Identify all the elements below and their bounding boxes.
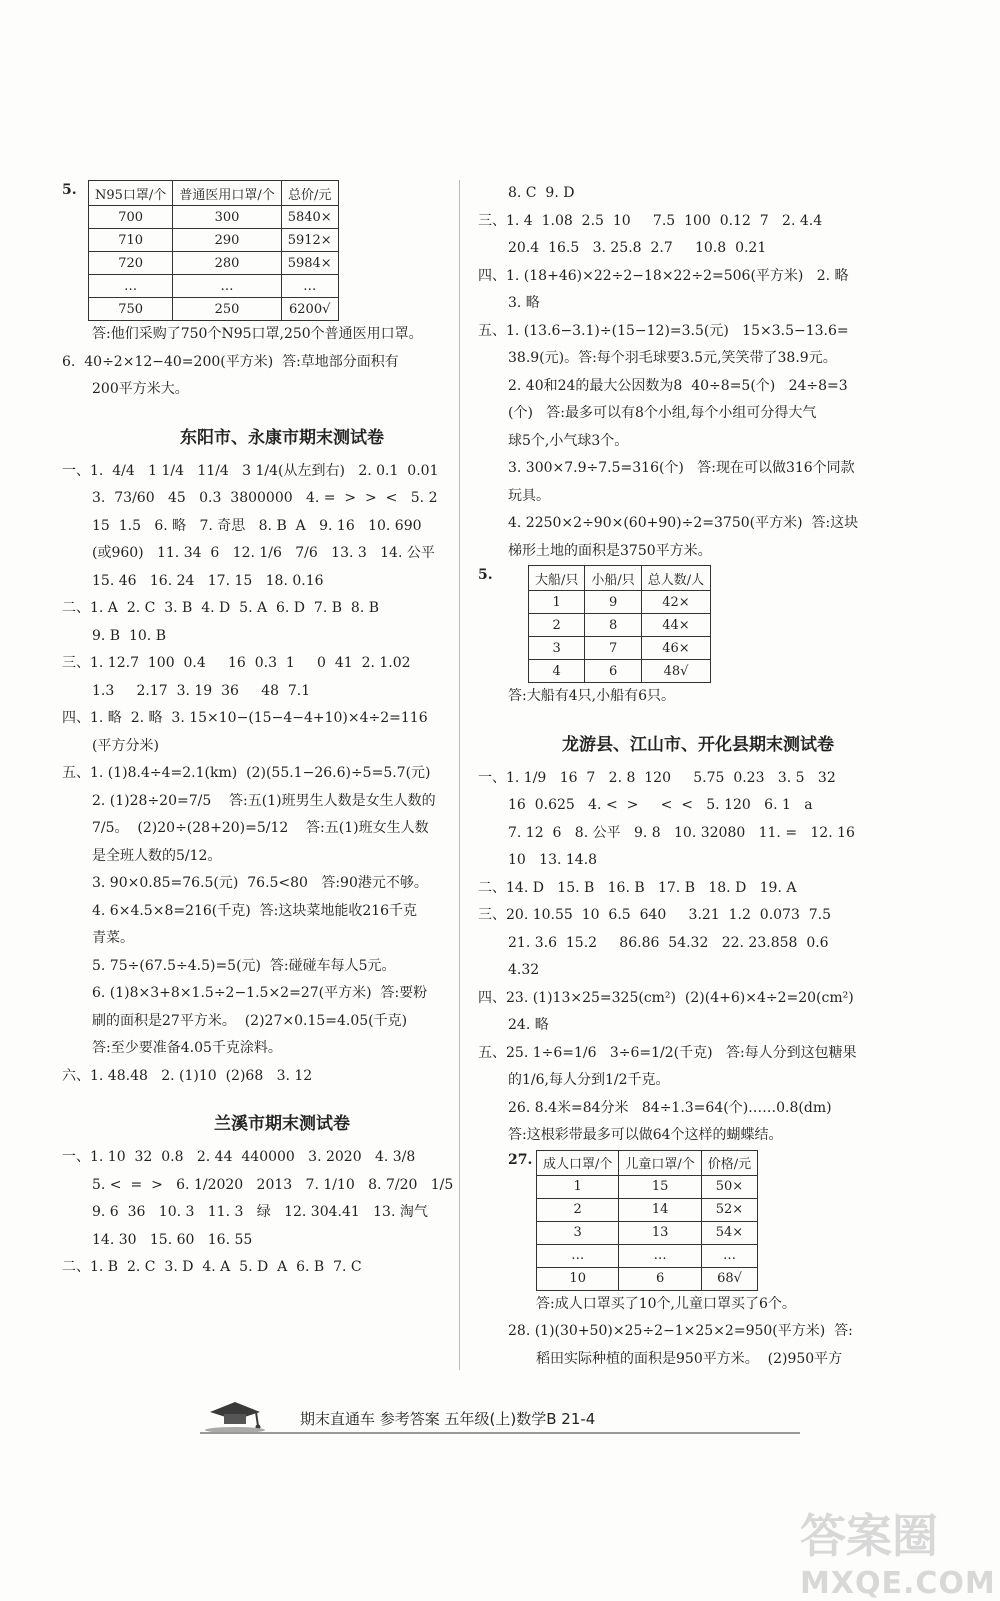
table-cell: 5912× (281, 229, 338, 252)
answer-line: 16 0.625 4. < > < < 5. 120 6. 1 a (508, 797, 813, 813)
table-cell: 5840× (281, 206, 338, 229)
answer-line: 4. 2250×2÷90×(60+90)÷2=3750(平方米) 答:这块 (508, 515, 859, 531)
question-27-table-block (478, 1150, 918, 1291)
answer-line: 答:这根彩带最多可以做64个这样的蝴蝶结。 (508, 1127, 783, 1143)
table-cell: 2 (529, 614, 585, 637)
section-title: 兰溪市期末测试卷 (214, 1114, 350, 1134)
table-cell: 42× (641, 591, 710, 614)
answer-line: 3. 300×7.9÷7.5=316(个) 答:现在可以做316个同款 (508, 460, 855, 476)
table-row (89, 206, 339, 229)
table-cell: 710 (89, 229, 173, 252)
table-row (529, 591, 711, 614)
table-cell: 290 (173, 229, 281, 252)
table-cell: 9 (585, 591, 641, 614)
table-cell: 13 (619, 1221, 701, 1244)
table-cell: 6 (619, 1267, 701, 1290)
table-header: 总人数/人 (641, 566, 710, 591)
answer-line: 20.4 16.5 3. 25.8 2.7 10.8 0.21 (508, 240, 767, 256)
table-cell: 300 (173, 206, 281, 229)
footer-divider (200, 1432, 800, 1434)
answer-line: 是全班人数的5/12。 (92, 847, 222, 864)
answer-line: 青菜。 (92, 930, 134, 946)
table-row (537, 1244, 758, 1267)
section-title: 龙游县、江山市、开化县期末测试卷 (562, 734, 834, 755)
answer-line: 9. 6 36 10. 3 11. 3 绿 12. 304.41 13. 淘气 (92, 1204, 428, 1220)
table-cell: 6200√ (281, 298, 338, 321)
answer-line: 5. 75÷(67.5÷4.5)=5(元) 答:碰碰车每人5元。 (92, 957, 396, 974)
watermark-title: 答案圈 (800, 1509, 938, 1563)
answer-line: 球5个,小气球3个。 (508, 432, 629, 449)
table-cell: … (281, 275, 338, 298)
answer-table (528, 565, 711, 683)
answer-line: 稻田实际种植的面积是950平方米。 (2)950平方 (536, 1350, 843, 1367)
footer-text: 期末直通车 参考答案 五年级(上)数学B 21-4 (300, 1410, 596, 1428)
answer-line: 4.32 (508, 962, 540, 978)
answer-line: 答:至少要准备4.05千克涂料。 (92, 1040, 282, 1056)
table-row (89, 298, 339, 321)
answer-line: 24. 略 (508, 1017, 549, 1033)
answer-line: 4. 6×4.5×8=216(千克) 答:这块菜地能收216千克 (92, 902, 418, 919)
table-cell: 6 (585, 660, 641, 683)
answer-line: 7/5。 (2)20÷(28+20)=5/12 答:五(1)班女生人数 (92, 820, 429, 836)
table-cell: 280 (173, 252, 281, 275)
left-column (62, 180, 502, 1282)
answer-line: (平方分米) (92, 737, 159, 754)
section-body (62, 1144, 502, 1282)
table-cell: 44× (641, 614, 710, 637)
table-row (529, 637, 711, 660)
answer-table (88, 180, 339, 321)
table-header: 普通医用口罩/个 (173, 181, 281, 206)
table-cell: 720 (89, 252, 173, 275)
table-row (89, 275, 339, 298)
table-row (529, 614, 711, 637)
answer-line: 四、23. (1)13×25=325(cm²) (2)(4+6)×4÷2=20(cm²) (478, 989, 854, 1006)
table-cell: … (173, 275, 281, 298)
table-row (529, 660, 711, 683)
table-cell: 7 (585, 637, 641, 660)
answer-line: 15. 46 16. 24 17. 15 18. 0.16 (92, 572, 324, 589)
answer-line: 26. 8.4米=84分米 84÷1.3=64(个)……0.8(dm) (508, 1099, 832, 1116)
answer-line: 9. B 10. B (92, 627, 166, 644)
answer-line: 三、20. 10.55 10 6.5 640 3.21 1.2 0.073 7.5 (478, 907, 832, 923)
answer-line: 10 13. 14.8 (508, 852, 598, 868)
page-footer (200, 1398, 820, 1438)
answer-line: 1.3 2.17 3. 19 36 48 7.1 (92, 682, 311, 699)
table-cell: … (701, 1244, 757, 1267)
table-header: 大船/只 (529, 566, 585, 591)
answer-line: 二、14. D 15. B 16. B 17. B 18. D 19. A (478, 879, 797, 896)
table-row (537, 1221, 758, 1244)
answer-line: 2. 40和24的最大公因数为8 40÷8=5(个) 24÷8=3 (508, 377, 848, 394)
answer-line: 四、1. (18+46)×22÷2−18×22÷2=506(平方米) 2. 略 (478, 267, 849, 284)
table-cell: 15 (619, 1175, 701, 1198)
question-5-table-block (478, 565, 918, 683)
answer-line: 五、25. 1÷6=1/6 3÷6=1/2(千克) 答:每人分到这包糖果 (478, 1044, 857, 1061)
answer-line: 五、1. (13.6−3.1)÷(15−12)=3.5(元) 15×3.5−13.6= (478, 322, 849, 339)
right-column (478, 180, 918, 1373)
answer-line: 14. 30 15. 60 16. 55 (92, 1231, 253, 1248)
answer-line: 5. < = > 6. 1/2020 2013 7. 1/10 8. 7/20 1/5 (92, 1176, 454, 1193)
question-label: 5. (62, 182, 77, 198)
answer-line: 38.9(元)。答:每个羽毛球要3.5元,笑笑带了38.9元。 (508, 350, 837, 366)
table-cell: 10 (537, 1267, 619, 1290)
table-cell: … (89, 275, 173, 298)
section-title: 东阳市、永康市期末测试卷 (180, 427, 384, 448)
answer-line: 四、1. 略 2. 略 3. 15×10−(15−4−4+10)×4÷2=116 (62, 710, 428, 726)
table-header: N95口罩/个 (89, 181, 173, 206)
table-cell: 54× (701, 1221, 757, 1244)
answer-line: 6. (1)8×3+8×1.5÷2−1.5×2=27(平方米) 答:要粉 (92, 985, 428, 1001)
answer-line: 3. 90×0.85=76.5(元) 76.5<80 答:90港元不够。 (92, 875, 428, 891)
table-header: 总价/元 (281, 181, 338, 206)
answer-line: (或960) 11. 34 6 12. 1/6 7/6 13. 3 14. 公平 (92, 545, 435, 561)
table-cell: 50× (701, 1175, 757, 1198)
answer-line: 玩具。 (508, 487, 550, 504)
answer-line: 3. 略 (508, 295, 540, 311)
table-cell: … (619, 1244, 701, 1267)
table-header: 儿童口罩/个 (619, 1150, 701, 1175)
answer-line: 28. (1)(30+50)×25÷2−1×25×2=950(平方米) 答: (508, 1323, 853, 1339)
table-cell: 68√ (701, 1267, 757, 1290)
table-cell: 1 (529, 591, 585, 614)
table-cell: 46× (641, 637, 710, 660)
answer-line: 刷的面积是27平方米。 (2)27×0.15=4.05(千克) (92, 1012, 408, 1029)
answer-line: 梯形土地的面积是3750平方米。 (508, 542, 712, 559)
table-cell: 14 (619, 1198, 701, 1221)
table-cell: 3 (529, 637, 585, 660)
table-cell: 5984× (281, 252, 338, 275)
answer-line: 的1/6,每人分到1/2千克。 (508, 1072, 670, 1088)
answer-line: 21. 3.6 15.2 86.86 54.32 22. 23.858 0.6 (508, 934, 829, 951)
table-cell: … (537, 1244, 619, 1267)
answer-table (536, 1150, 758, 1291)
answer-line: 答:大船有4只,小船有6只。 (508, 688, 675, 704)
table-row (89, 252, 339, 275)
question-5-table-block (62, 180, 502, 321)
answer-line: 一、1. 4/4 1 1/4 11/4 3 1/4(从左到右) 2. 0.1 0.01 (62, 462, 439, 479)
table-cell: 3 (537, 1221, 619, 1244)
table-cell: 750 (89, 298, 173, 321)
table-cell: 8 (585, 614, 641, 637)
table-header: 价格/元 (701, 1150, 757, 1175)
answer-line: 15 1.5 6. 略 7. 奇思 8. B A 9. 16 10. 690 (92, 517, 422, 534)
answer-line: 三、1. 12.7 100 0.4 16 0.3 1 0 41 2. 1.02 (62, 655, 411, 671)
answer-line: 8. C 9. D (508, 185, 575, 201)
answer-line: 3. 73/60 45 0.3 3800000 4. = > > < 5. 2 (92, 490, 438, 506)
table-row (537, 1267, 758, 1290)
table-row (537, 1175, 758, 1198)
answer-line: 答:成人口罩买了10个,儿童口罩买了6个。 (536, 1295, 796, 1312)
answer-line: (个) 答:最多可以有8个小组,每个小组可分得大气 (508, 405, 817, 421)
table-header: 小船/只 (585, 566, 641, 591)
table-cell: 700 (89, 206, 173, 229)
question-label: 27. (508, 1151, 533, 1168)
answer-line: 一、1. 10 32 0.8 2. 44 440000 3. 2020 4. 3/8 (62, 1149, 416, 1165)
answer-line: 二、1. A 2. C 3. B 4. D 5. A 6. D 7. B 8. B (62, 600, 380, 616)
answer-line: 6. 40÷2×12−40=200(平方米) 答:草地部分面积有 (62, 353, 399, 370)
table-cell: 4 (529, 660, 585, 683)
answer-line: 一、1. 1/9 16 7 2. 8 120 5.75 0.23 3. 5 32 (478, 769, 836, 786)
watermark-url: MXQE.COM (800, 1566, 996, 1601)
watermark (800, 1500, 996, 1601)
table-cell: 2 (537, 1198, 619, 1221)
answer-line: 200平方米大。 (92, 381, 189, 397)
graduation-cap-mascot-icon (200, 1398, 270, 1434)
answer-line: 五、1. (1)8.4÷4=2.1(km) (2)(55.1−26.6)÷5=5.7(元) (62, 765, 431, 781)
table-cell: 52× (701, 1198, 757, 1221)
table-row (89, 229, 339, 252)
answer-line: 答:他们采购了750个N95口罩,250个普通医用口罩。 (92, 326, 423, 342)
question-label: 5. (478, 567, 493, 583)
section-body (478, 765, 918, 1150)
answer-line: 7. 12 6 8. 公平 9. 8 10. 32080 11. = 12. 16 (508, 824, 855, 841)
answer-line: 六、1. 48.48 2. (1)10 (2)68 3. 12 (62, 1067, 313, 1084)
table-cell: 250 (173, 298, 281, 321)
table-cell: 1 (537, 1175, 619, 1198)
table-cell: 48√ (641, 660, 710, 683)
table-header: 成人口罩/个 (537, 1150, 619, 1175)
table-row (537, 1198, 758, 1221)
answer-line: 二、1. B 2. C 3. D 4. A 5. D A 6. B 7. C (62, 1259, 362, 1275)
answer-line: 2. (1)28÷20=7/5 答:五(1)班男生人数是女生人数的 (92, 792, 436, 809)
answer-line: 三、1. 4 1.08 2.5 10 7.5 100 0.12 7 2. 4.4 (478, 212, 823, 229)
section-body (62, 458, 502, 1091)
